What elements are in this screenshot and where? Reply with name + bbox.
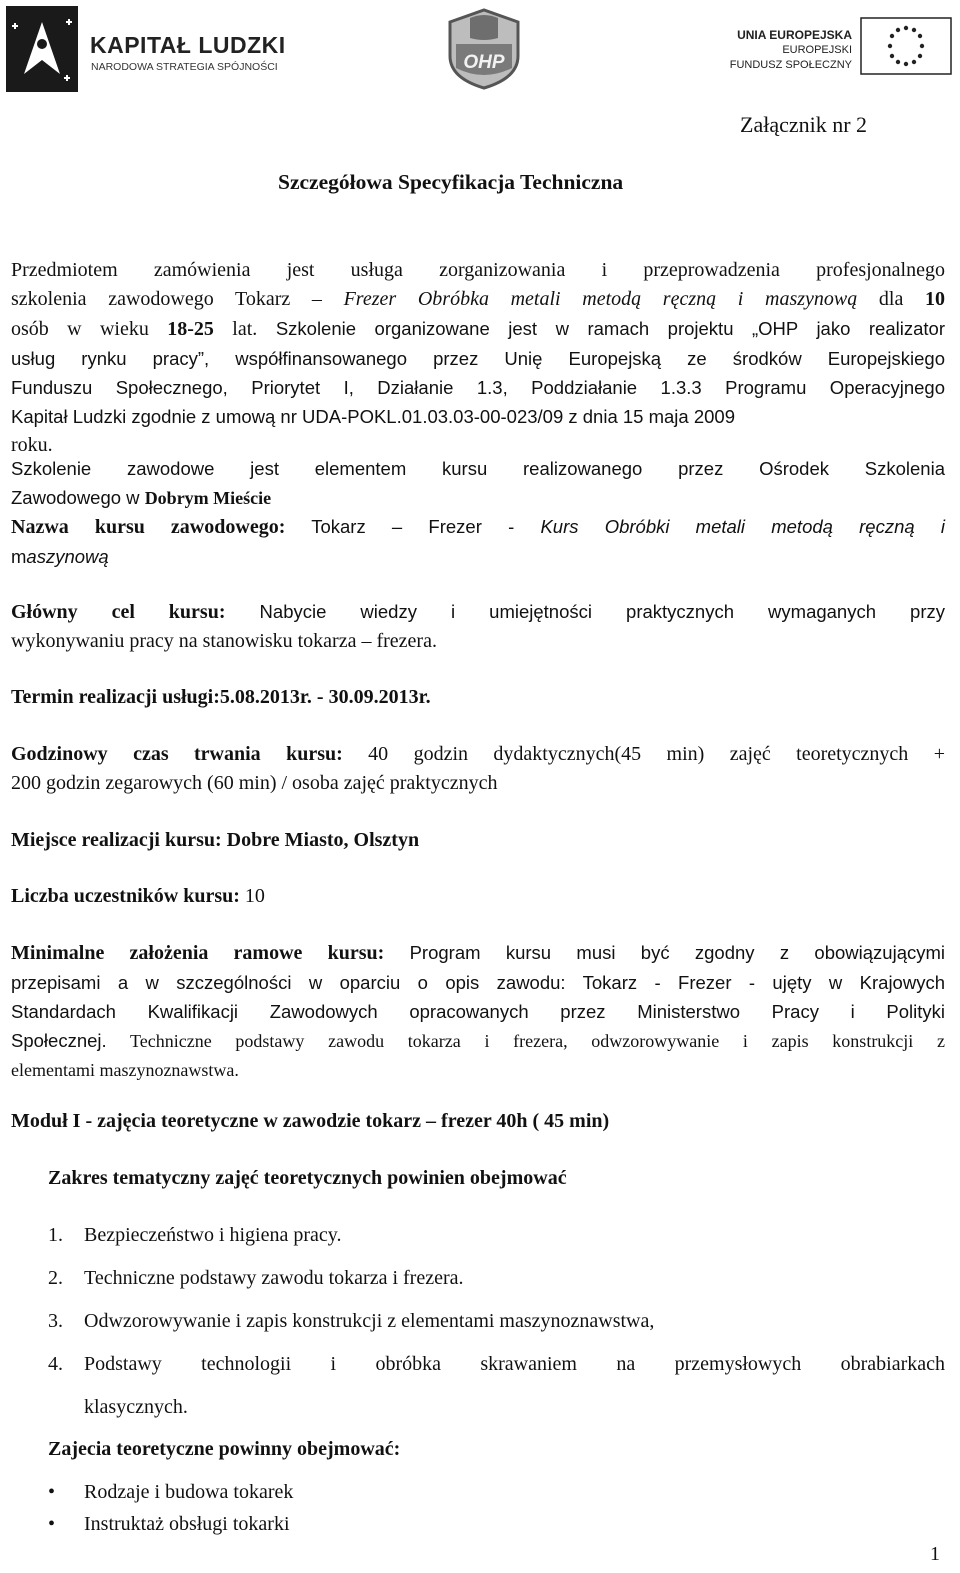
course-name-italic: Kurs Obróbki metali metodą ręczną i <box>540 516 945 537</box>
course-name-line-2-italic: aszynową <box>26 546 109 567</box>
course-name-line-2-plain: m <box>11 546 27 567</box>
intro-age-range: 18-25 <box>167 318 214 340</box>
list-item-text: Techniczne podstawy zawodu tokarza i frezera. <box>84 1267 464 1289</box>
minimal-line-4-a: Społecznej. <box>11 1030 107 1051</box>
list-item-number: 3. <box>48 1310 63 1332</box>
intro-line-5: Funduszu Społecznego, Priorytet I, Działanie 1.3, Poddziałanie 1.3.3 Programu Operacyjnego <box>11 377 945 398</box>
intro-line-3 <box>11 314 945 344</box>
training-center-line-1: Szkolenie zawodowe jest elementem kursu realizowanego przez Ośrodek Szkolenia <box>11 458 945 479</box>
bullet-item-text: Rodzaje i budowa tokarek <box>84 1481 294 1503</box>
participants-label: Liczba uczestników kursu: <box>11 885 240 907</box>
course-name-line-1 <box>11 512 945 542</box>
intro-line-3-c: lat. <box>213 318 258 340</box>
list-item <box>48 1221 945 1264</box>
intro-line-2-a: szkolenia zawodowego Tokarz – <box>11 288 344 310</box>
list-item-text: Odwzorowywanie i zapis konstrukcji z elementami maszynoznawstwa, <box>84 1310 655 1332</box>
course-name-label: Nazwa kursu zawodowego: <box>11 516 286 538</box>
training-center-line-2-a: Zawodowego w <box>11 487 145 508</box>
minimal-line-1 <box>11 938 945 968</box>
intro-line-2-course: Frezer Obróbka metali metodą ręczną i maszynową <box>343 288 858 310</box>
list-item-text: Bezpieczeństwo i higiena pracy. <box>84 1224 342 1246</box>
course-goal-label: Główny cel kursu: <box>11 601 226 623</box>
course-goal-line-1 <box>11 597 945 627</box>
document-title: Szczegółowa Specyfikacja Techniczna <box>278 170 624 194</box>
ohp-shield-icon <box>444 8 524 90</box>
bullet-item <box>48 1510 945 1542</box>
bullet-marker: • <box>48 1481 56 1503</box>
minimal-line-5: elementami maszynoznawstwa. <box>11 1060 239 1080</box>
intro-line-3-a: osób w wieku <box>11 318 168 340</box>
minimal-line-4 <box>11 1026 945 1056</box>
list-item-number: 2. <box>48 1267 63 1289</box>
bullet-marker: • <box>48 1513 56 1535</box>
list-item-text <box>84 1350 945 1422</box>
eu-logo-text <box>730 28 852 73</box>
minimal-line-2: przepisami a w szczególności w oparciu o opis zawodu: Tokarz - Frezer - ujęty w Krajowych <box>11 972 945 993</box>
intro-participant-count: 10 <box>925 288 946 310</box>
bullet-item-text: Instruktaż obsługi tokarki <box>84 1513 290 1535</box>
eu-logo <box>724 14 956 80</box>
intro-line-1: Przedmiotem zamówienia jest usługa zorganizowania i przeprowadzenia profesjonalnego <box>11 259 945 281</box>
annex-label: Załącznik nr 2 <box>740 112 868 137</box>
kl-logo-subtitle: NARODOWA STRATEGIA SPÓJNOŚCI <box>91 61 278 73</box>
minimal-assumptions-section <box>11 938 945 1085</box>
course-goal-text: Nabycie wiedzy i umiejętności praktycznych wymaganych przy <box>225 601 946 622</box>
list-item-text-line-1: Podstawy technologii i obróbka skrawaniem na przemysłowych obrabiarkach <box>84 1353 945 1375</box>
course-name-section <box>11 512 945 571</box>
minimal-line-3: Standardach Kwalifikacji Zawodowych opracowanych przez Ministerstwo Pracy i Polityki <box>11 1001 945 1022</box>
participants-value: 10 <box>239 885 265 907</box>
course-duration-line-1 <box>11 740 945 769</box>
should-cover-heading: Zajecia teoretyczne powinny obejmować: <box>48 1438 401 1460</box>
module-1-heading: Moduł I - zajęcia teoretyczne w zawodzie tokarz – frezer 40h ( 45 min) <box>11 1110 610 1132</box>
header-logos <box>0 0 960 100</box>
intro-line-7: roku. <box>11 434 53 456</box>
list-item <box>48 1350 945 1436</box>
course-duration-section <box>11 740 945 798</box>
eu-logo-line-1: UNIA EUROPEJSKA <box>737 28 852 42</box>
intro-paragraph <box>11 256 945 460</box>
ohp-logo-text: OHP <box>463 52 505 73</box>
list-item-text-line-2: klasycznych. <box>84 1396 188 1418</box>
kl-logo-title: KAPITAŁ LUDZKI <box>90 32 286 58</box>
minimal-text: Program kursu musi być zgodny z obowiązującymi <box>384 942 945 963</box>
kapital-ludzki-logo <box>4 4 304 94</box>
list-item <box>48 1307 945 1350</box>
intro-line-3-d: Szkolenie organizowane jest w ramach projektu „OHP jako realizator <box>257 318 945 339</box>
topics-numbered-list <box>48 1221 945 1436</box>
course-goal-section <box>11 597 945 656</box>
training-center-line-2 <box>11 483 945 513</box>
minimal-line-4-b: Techniczne podstawy zawodu tokarza i frezera, odwzorowywanie i zapis konstrukcji z <box>106 1031 945 1051</box>
ohp-logo <box>444 8 524 90</box>
participants-section <box>11 882 945 911</box>
intro-line-2 <box>11 285 945 314</box>
kapital-ludzki-emblem-icon <box>4 4 80 94</box>
course-name-plain: Tokarz – Frezer - <box>285 516 541 537</box>
scope-title: Zakres tematyczny zajęć teoretycznych powinien obejmować <box>48 1167 567 1189</box>
bullet-item <box>48 1478 945 1510</box>
minimal-label: Minimalne założenia ramowe kursu: <box>11 942 385 964</box>
list-item <box>48 1264 945 1307</box>
service-term: Termin realizacji usługi:5.08.2013r. - 30.09.2013r. <box>11 686 431 708</box>
bullet-list <box>48 1478 945 1542</box>
list-item-number: 1. <box>48 1224 63 1246</box>
eu-logo-line-3: FUNDUSZ SPOŁECZNY <box>729 59 852 71</box>
course-duration-line-2: 200 godzin zegarowych (60 min) / osoba zajęć praktycznych <box>11 772 498 794</box>
intro-line-4: usług rynku pracy”, współfinansowanego przez Unię Europejską ze środków Europejskiego <box>11 348 945 369</box>
intro-line-6: Kapitał Ludzki zgodnie z umową nr UDA-POKL.01.03.03-00-023/09 z dnia 15 maja 2009 <box>11 406 735 427</box>
course-duration-text: 40 godzin dydaktycznych(45 min) zajęć teoretycznych + <box>342 743 945 765</box>
course-duration-label: Godzinowy czas trwania kursu: <box>11 743 343 765</box>
list-item-number: 4. <box>48 1353 63 1375</box>
intro-line-2-c: dla <box>857 288 926 310</box>
page-number: 1 <box>930 1543 940 1565</box>
course-name-line-2 <box>11 542 945 571</box>
course-goal-line-2: wykonywaniu pracy na stanowisku tokarza – frezera. <box>11 630 437 652</box>
eu-logo-line-2: EUROPEJSKI <box>782 44 852 56</box>
training-center-paragraph <box>11 454 945 513</box>
eu-flag-icon <box>860 17 952 75</box>
training-center-city: Dobrym Mieście <box>144 488 272 508</box>
course-place: Miejsce realizacji kursu: Dobre Miasto, Olsztyn <box>11 829 420 851</box>
